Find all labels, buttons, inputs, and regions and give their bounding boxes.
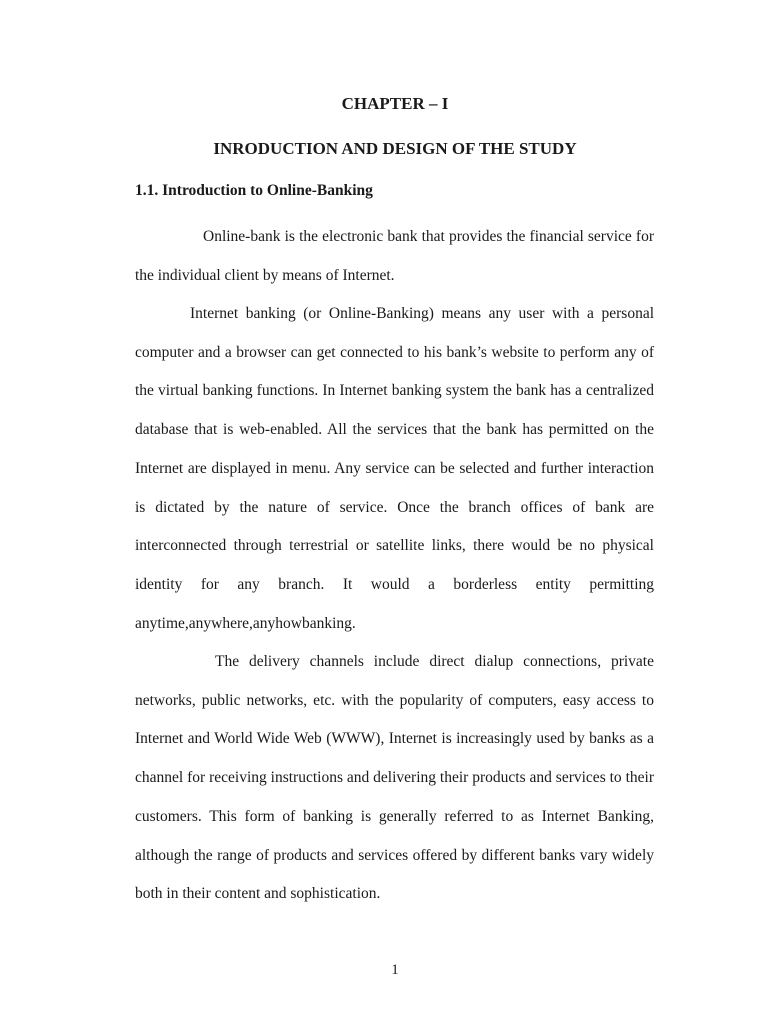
section-heading: 1.1. Introduction to Online-Banking	[135, 182, 373, 199]
paragraph-2: Internet banking (or Online-Banking) means any user with a personal computer and a browser can get connected to his bank’s website to perform any of the virtual banking functions. In Internet banking system the bank has a centralized database that is web-enabled. All the services that the bank has permitted on the Internet are displayed in menu. Any service can be selected and further interaction is dictated by the nature of service. Once the branch offices of bank are interconnected through terrestrial or satellite links, there would be no physical identity for any branch. It would a borderless entity permitting anytime,anywhere,anyhowbanking.	[135, 305, 654, 632]
paragraph-3: The delivery channels include direct dialup connections, private networks, public networks, etc. with the popularity of computers, easy access to Internet and World Wide Web (WWW), Internet is increasingly used by banks as a channel for receiving instructions and delivering their products and services to their customers. This form of banking is generally referred to as Internet Banking, although the range of products and services offered by different banks vary widely both in their content and sophistication.	[135, 653, 654, 903]
chapter-title: INRODUCTION AND DESIGN OF THE STUDY	[213, 139, 577, 158]
page-number: 1	[391, 962, 399, 978]
paragraph-1: Online-bank is the electronic bank that provides the financial service for the individual client by means of Internet.	[135, 228, 654, 284]
chapter-label: CHAPTER – I	[341, 94, 449, 113]
